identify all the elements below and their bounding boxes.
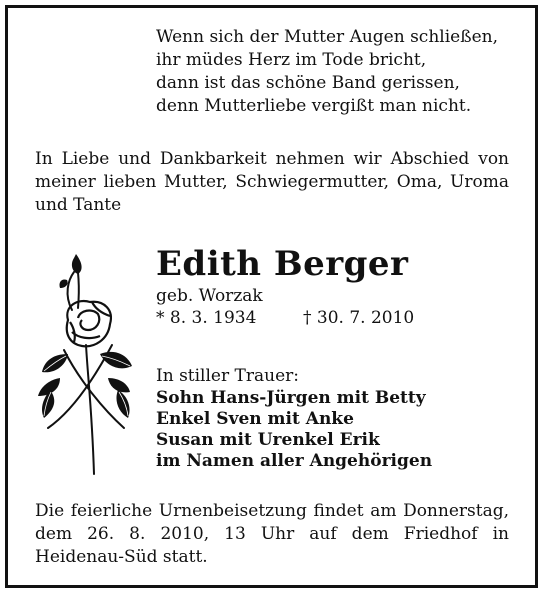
mourning-heading: In stiller Trauer: (156, 366, 299, 386)
death-date: † 30. 7. 2010 (303, 308, 415, 328)
mourner-line: Enkel Sven mit Anke (156, 409, 354, 429)
maiden-name: geb. Worzak (156, 286, 263, 306)
intro-text: In Liebe und Dankbarkeit nehmen wir Abschied von meiner lieben Mutter, Schwiegermutter, Oma, Uroma und Tante (35, 149, 509, 215)
mourner-line: Sohn Hans-Jürgen mit Betty (156, 388, 426, 408)
mourners-list (156, 388, 432, 472)
poem-line: Wenn sich der Mutter Augen schließen, (156, 27, 498, 47)
mourner-line: im Namen aller Angehörigen (156, 451, 433, 471)
poem-line: ihr müdes Herz im Tode bricht, (156, 50, 427, 70)
birth-date: * 8. 3. 1934 (156, 308, 257, 328)
obituary-notice (5, 5, 538, 588)
rose-icon (34, 250, 134, 475)
poem (156, 26, 498, 118)
ceremony-text: Die feierliche Urnenbeisetzung findet am Donnerstag, dem 26. 8. 2010, 13 Uhr auf dem Friedhof in Heidenau-Süd statt. (35, 501, 509, 567)
deceased-name: Edith Berger (156, 244, 409, 284)
poem-line: denn Mutterliebe vergißt man nicht. (156, 96, 472, 116)
mourner-line: Susan mit Urenkel Erik (156, 430, 380, 450)
poem-line: dann ist das schöne Band gerissen, (156, 73, 460, 93)
